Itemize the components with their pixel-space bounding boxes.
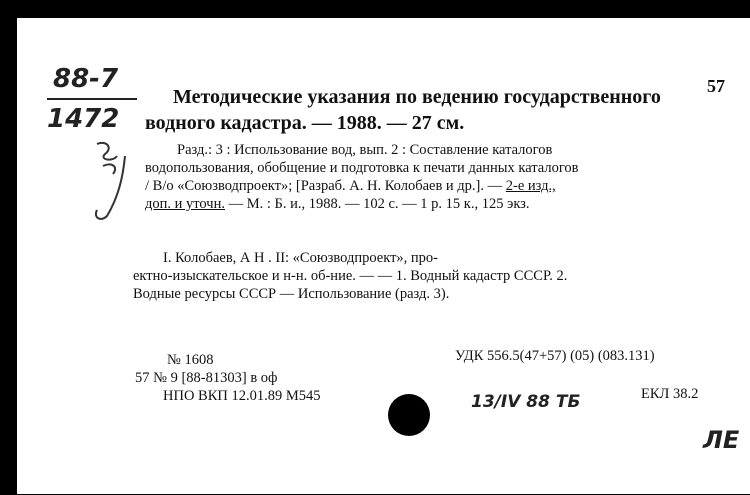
tracing-line2: ектно-изыскательское и н-н. об-ние. — — 1. Водный кадастр СССР. 2.	[133, 268, 568, 284]
description-line4	[145, 196, 530, 213]
description-line3	[145, 178, 556, 195]
edition-statement: 2-е изд.,	[505, 178, 556, 194]
imprint: — М. : Б. и., 1988. — 102 с. — 1 р. 15 к., 125 экз.	[224, 196, 530, 212]
record-line2: 57 № 9 [88-81303] в оф	[135, 370, 278, 386]
handwritten-stamp-date: 13/IV 88 ТБ	[471, 392, 581, 412]
udc-code: УДК 556.5(47+57) (05) (083.131)	[455, 348, 655, 364]
catalog-card	[14, 18, 750, 494]
edition-statement-cont: доп. и уточн.	[145, 196, 225, 212]
handwritten-signature	[83, 136, 133, 226]
card-title-line2: водного кадастра. — 1988. — 27 см.	[145, 112, 465, 134]
record-number: № 1608	[167, 352, 214, 368]
description-line1: Разд.: 3 : Использование вод, вып. 2 : Составление каталогов	[177, 142, 553, 158]
description-line2: водопользования, обобщение и подготовка к печати данных каталогов	[145, 160, 579, 176]
shelf-mark-top: 88-7	[53, 64, 119, 94]
punch-hole	[388, 394, 430, 436]
tracing-line1: I. Колобаев, А Н . II: «Союзводпроект», про-	[163, 250, 439, 266]
tracing-line3: Водные ресурсы СССР — Использование (разд. 3).	[133, 286, 450, 302]
page-corner-number: 57	[707, 76, 725, 96]
handwritten-corner-note: ЛЕ	[703, 426, 740, 454]
shelf-mark-line	[47, 98, 137, 100]
record-line3: НПО ВКП 12.01.89 М545	[163, 388, 321, 404]
shelf-mark-bottom: 1472	[47, 104, 120, 134]
card-title-line1: Методические указания по ведению государственного	[173, 86, 661, 108]
ekl-code: ЕКЛ 38.2	[641, 386, 699, 402]
description-line3-main: / В/о «Союзводпроект»; [Разраб. А. Н. Колобаев и др.]. —	[145, 178, 506, 194]
